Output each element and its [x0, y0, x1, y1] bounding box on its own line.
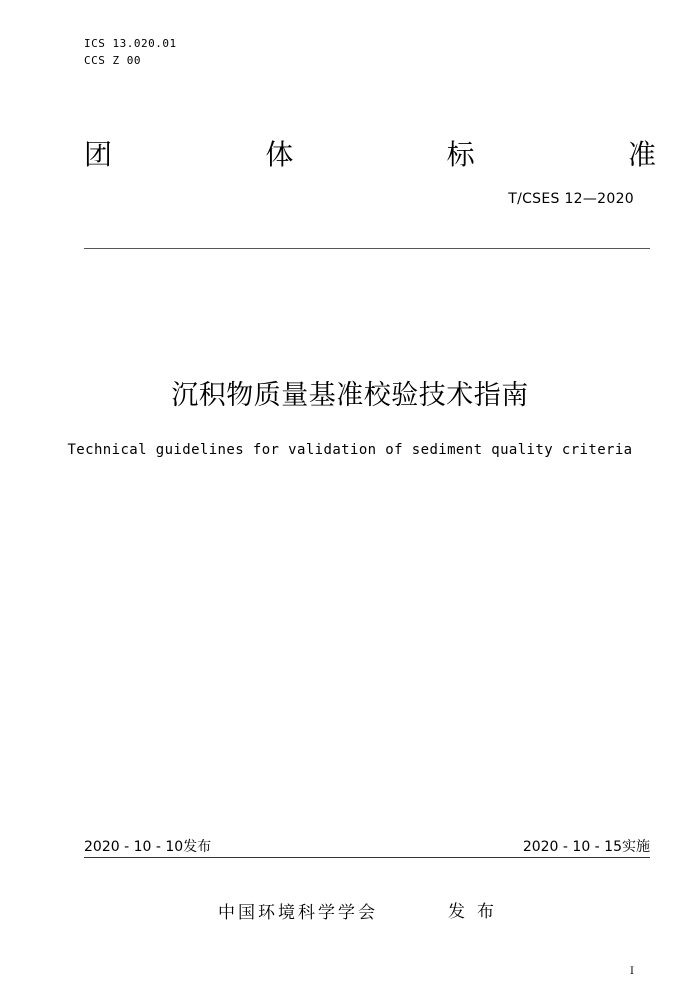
standard-type-char: 体 — [265, 138, 294, 171]
publish-label: 发布 — [448, 902, 506, 922]
issuing-organization: 中国环境科学学会 — [218, 903, 378, 923]
document-title-zh: 沉积物质量基准校验技术指南 — [171, 380, 529, 411]
ics-code: ICS 13.020.01 — [84, 37, 177, 50]
issue-date: 2020 - 10 - 10发布 — [84, 839, 212, 855]
page-number: I — [630, 966, 634, 977]
implementation-date: 2020 - 10 - 15实施 — [522, 839, 650, 855]
standard-type-char: 团 — [84, 138, 113, 171]
ccs-code: CCS Z 00 — [84, 54, 141, 67]
standard-type-char: 标 — [446, 138, 475, 171]
standard-type-heading — [84, 138, 656, 172]
standard-code: T/CSES 12—2020 — [508, 191, 634, 207]
document-title-en: Technical guidelines for validation of sediment quality criteria — [67, 442, 633, 458]
header-divider — [84, 248, 650, 249]
standard-type-char: 准 — [627, 138, 656, 171]
date-divider — [84, 857, 650, 858]
